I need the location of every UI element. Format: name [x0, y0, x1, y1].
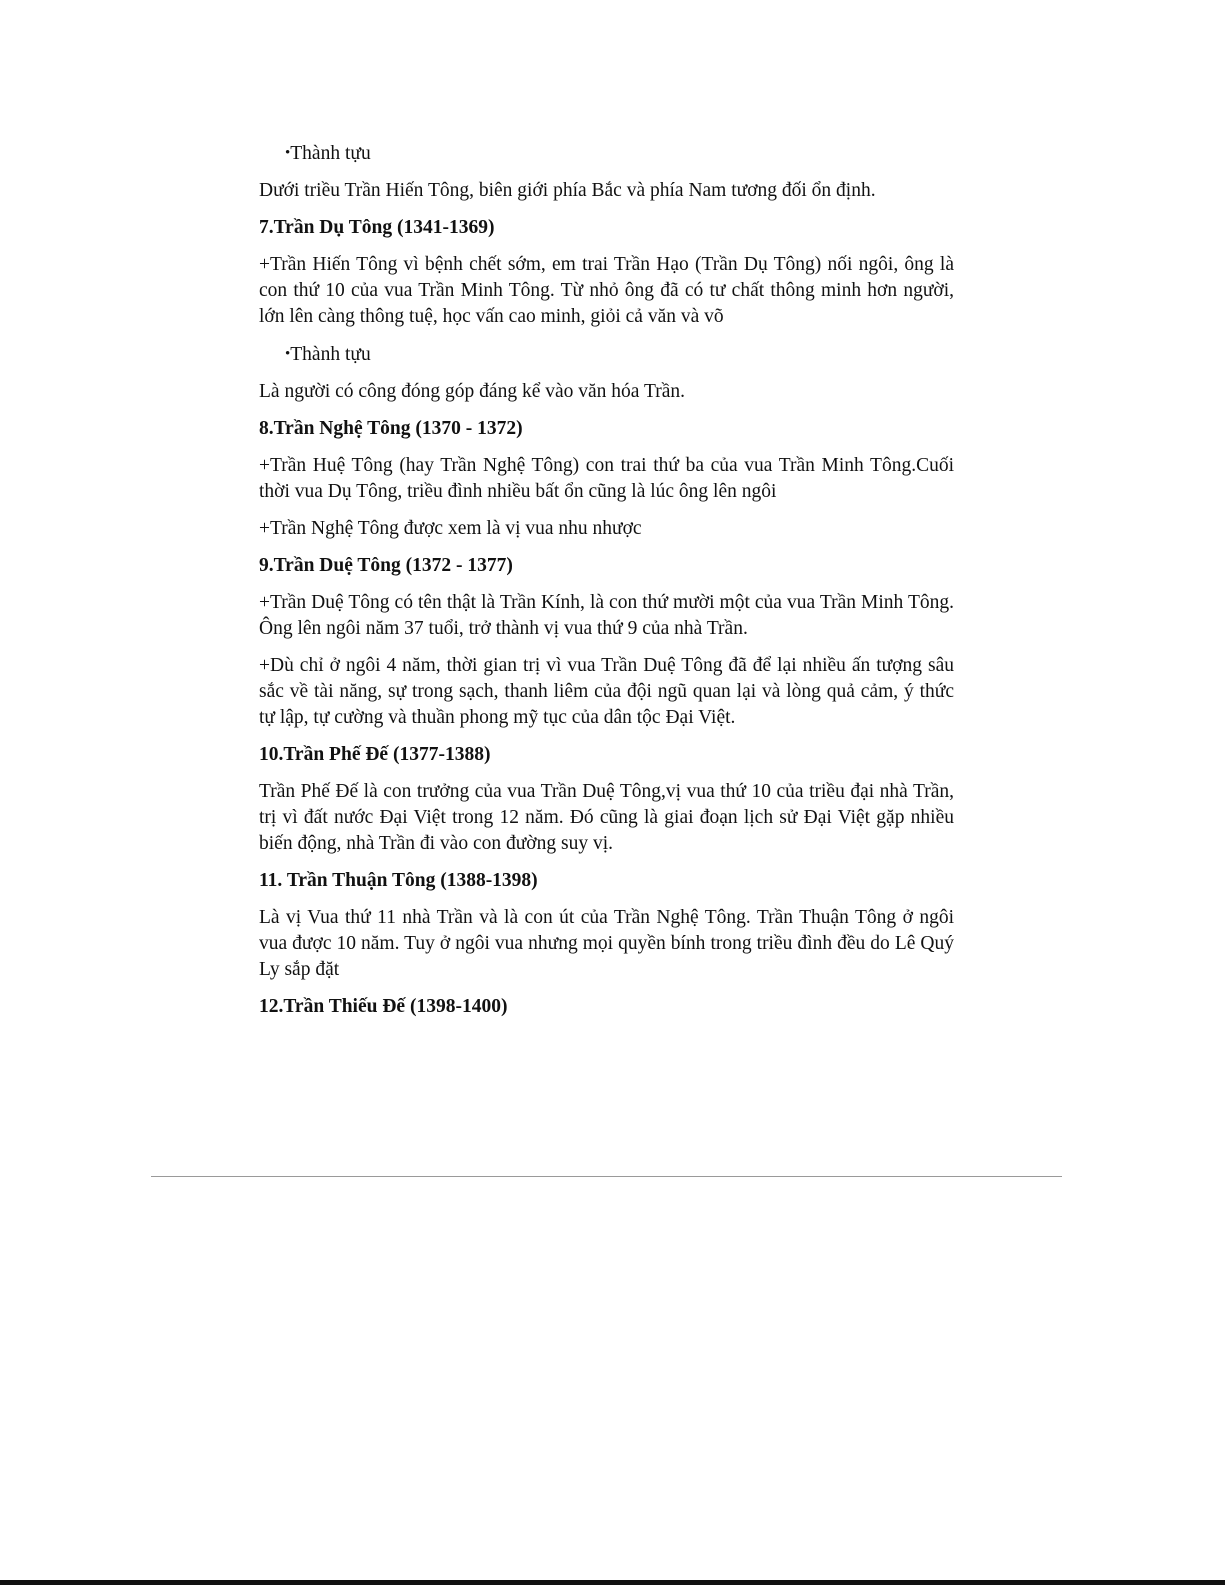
- bullet-icon: •: [285, 346, 291, 362]
- paragraph: Là người có công đóng góp đáng kể vào văn hóa Trần.: [259, 381, 685, 402]
- paragraph: +Trần Huệ Tông (hay Trần Nghệ Tông) con trai thứ ba của vua Trần Minh Tông.Cuối thời vua Dụ Tông, triều đình nhiều bất ổn cũng là lúc ông lên ngôi: [259, 455, 954, 502]
- document-body: [259, 140, 954, 1031]
- paragraph: +Trần Hiến Tông vì bệnh chết sớm, em trai Trần Hạo (Trần Dụ Tông) nối ngôi, ông là con thứ 10 của vua Trần Minh Tông. Từ nhỏ ông đã có tư chất thông minh hơn người, lớn lên càng thông tuệ, học vấn cao minh, giỏi cả văn và võ: [259, 254, 954, 327]
- paragraph: +Trần Nghệ Tông được xem là vị vua nhu nhược: [259, 518, 642, 539]
- section-heading: 11. Trần Thuận Tông (1388-1398): [259, 870, 538, 891]
- paragraph: +Dù chỉ ở ngôi 4 năm, thời gian trị vì vua Trần Duệ Tông đã để lại nhiều ấn tượng sâu sắc về tài năng, sự trong sạch, thanh liêm của đội ngũ quan lại và lòng quả cảm, ý thức tự lập, tự cường và thuần phong mỹ tục của dân tộc Đại Việt.: [259, 655, 954, 728]
- bullet-text: Thành tựu: [290, 143, 371, 164]
- paragraph: +Trần Duệ Tông có tên thật là Trần Kính, là con thứ mười một của vua Trần Minh Tông. Ông lên ngôi năm 37 tuổi, trở thành vị vua thứ 9 của nhà Trần.: [259, 592, 954, 639]
- bottom-edge-bar: [0, 1580, 1225, 1585]
- paragraph: Dưới triều Trần Hiến Tông, biên giới phía Bắc và phía Nam tương đối ổn định.: [259, 180, 876, 201]
- bullet-item: [285, 341, 954, 368]
- section-heading: 10.Trần Phế Đế (1377-1388): [259, 744, 491, 765]
- bullet-icon: •: [285, 145, 291, 161]
- section-heading: 12.Trần Thiếu Đế (1398-1400): [259, 996, 508, 1017]
- paragraph: Trần Phế Đế là con trưởng của vua Trần Duệ Tông,vị vua thứ 10 của triều đại nhà Trần, trị vì đất nước Đại Việt trong 12 năm. Đó cũng là giai đoạn lịch sử Đại Việt gặp nhiều biến động, nhà Trần đi vào con đường suy vị.: [259, 781, 954, 854]
- section-heading: 9.Trần Duệ Tông (1372 - 1377): [259, 555, 513, 576]
- section-heading: 7.Trần Dụ Tông (1341-1369): [259, 217, 495, 238]
- paragraph: Là vị Vua thứ 11 nhà Trần và là con út của Trần Nghệ Tông. Trần Thuận Tông ở ngôi vua được 10 năm. Tuy ở ngôi vua nhưng mọi quyền bính trong triều đình đều do Lê Quý Ly sắp đặt: [259, 907, 954, 980]
- section-heading: 8.Trần Nghệ Tông (1370 - 1372): [259, 418, 523, 439]
- page-divider: [151, 1176, 1062, 1177]
- bullet-item: [285, 140, 954, 167]
- bullet-text: Thành tựu: [290, 344, 371, 365]
